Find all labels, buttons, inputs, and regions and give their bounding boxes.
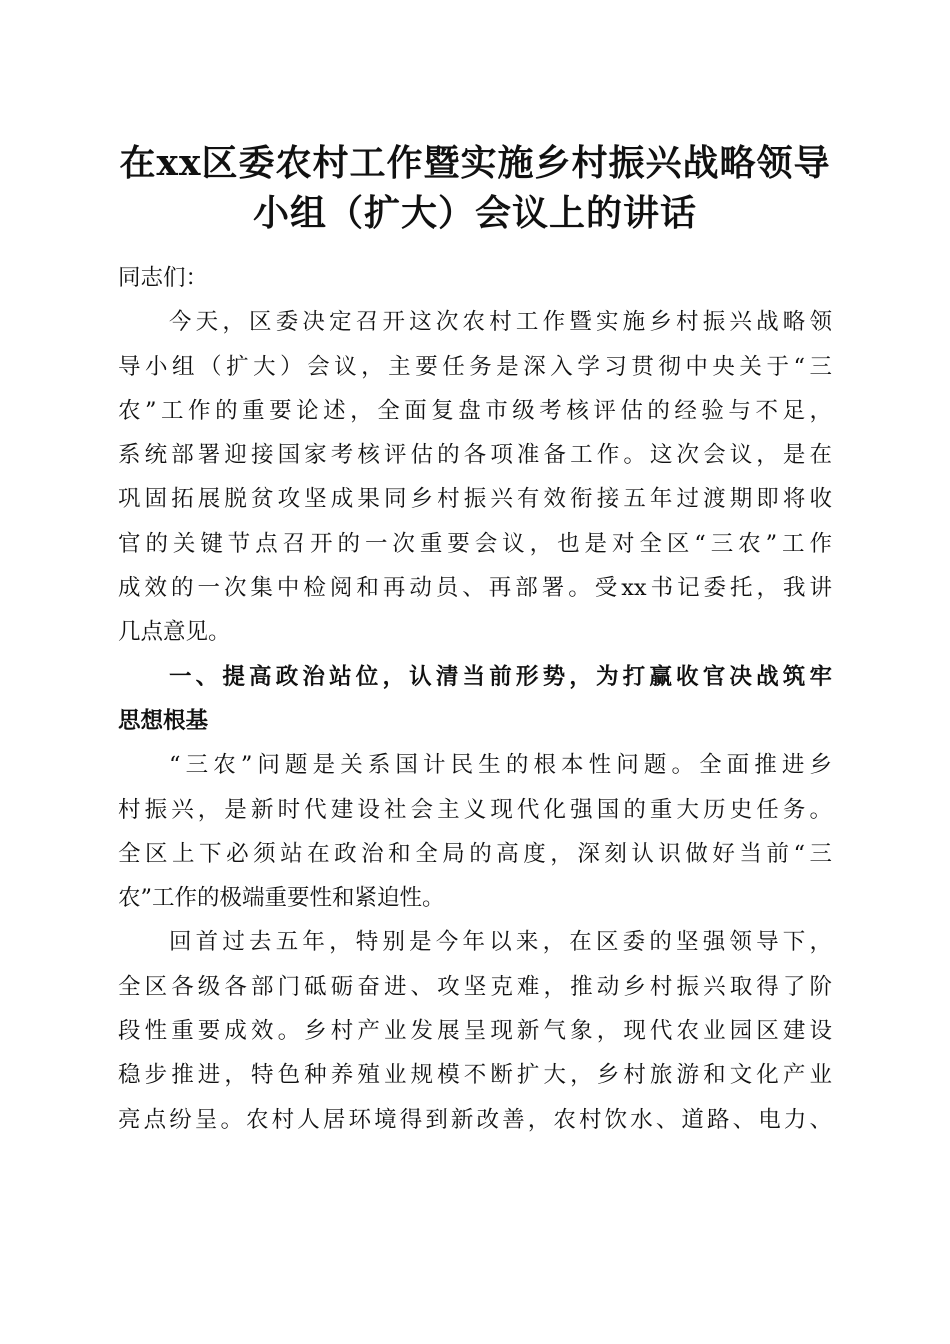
paragraph-line: 今天，区委决定召开这次农村工作暨实施乡村振兴战略领 — [169, 309, 832, 336]
paragraph-line: 官的关键节点召开的一次重要会议，也是对全区“三农”工作 — [118, 530, 832, 557]
section-heading — [118, 655, 832, 744]
paragraph-line: 导小组（扩大）会议，主要任务是深入学习贯彻中央关于“三 — [118, 353, 832, 380]
paragraph — [118, 300, 832, 654]
paragraph-line: 成效的一次集中检阅和再动员、再部署。受xx书记委托，我讲 — [118, 575, 832, 602]
paragraph-line: 亮点纷呈。农村人居环境得到新改善，农村饮水、道路、电力、 — [118, 1106, 832, 1133]
document-title — [100, 138, 850, 238]
paragraph-line: 回首过去五年，特别是今年以来，在区委的坚强领导下， — [169, 929, 832, 956]
document-body — [118, 256, 832, 1142]
paragraph-line: 全区各级各部门砥砺奋进、攻坚克难，推动乡村振兴取得了阶 — [118, 973, 832, 1000]
paragraph-line: 段性重要成效。乡村产业发展呈现新气象，现代农业园区建设 — [118, 1018, 832, 1045]
paragraph-line: 巩固拓展脱贫攻坚成果同乡村振兴有效衔接五年过渡期即将收 — [118, 486, 832, 513]
paragraph-line: 系统部署迎接国家考核评估的各项准备工作。这次会议，是在 — [118, 442, 832, 469]
heading-line: 思想根基 — [118, 707, 209, 734]
paragraph-line: 村振兴，是新时代建设社会主义现代化强国的重大历史任务。 — [118, 796, 832, 823]
paragraph-line: 农”工作的极端重要性和紧迫性。 — [118, 885, 445, 912]
title-line: 在xx区委农村工作暨实施乡村振兴战略领导 — [119, 142, 831, 184]
title-line: 小组（扩大）会议上的讲话 — [252, 192, 697, 234]
paragraph-line: “三农”问题是关系国计民生的根本性问题。全面推进乡 — [169, 752, 832, 779]
heading-line: 一、提高政治站位，认清当前形势，为打赢收官决战筑牢 — [169, 663, 832, 690]
paragraph — [118, 743, 832, 920]
paragraph — [118, 920, 832, 1141]
salutation: 同志们： — [118, 265, 209, 291]
paragraph-line: 全区上下必须站在政治和全局的高度，深刻认识做好当前“三 — [118, 840, 832, 867]
paragraph-line: 稳步推进，特色种养殖业规模不断扩大，乡村旅游和文化产业 — [118, 1062, 832, 1089]
paragraph-line: 几点意见。 — [118, 619, 231, 646]
paragraph-line: 农”工作的重要论述，全面复盘市级考核评估的经验与不足， — [118, 397, 832, 424]
